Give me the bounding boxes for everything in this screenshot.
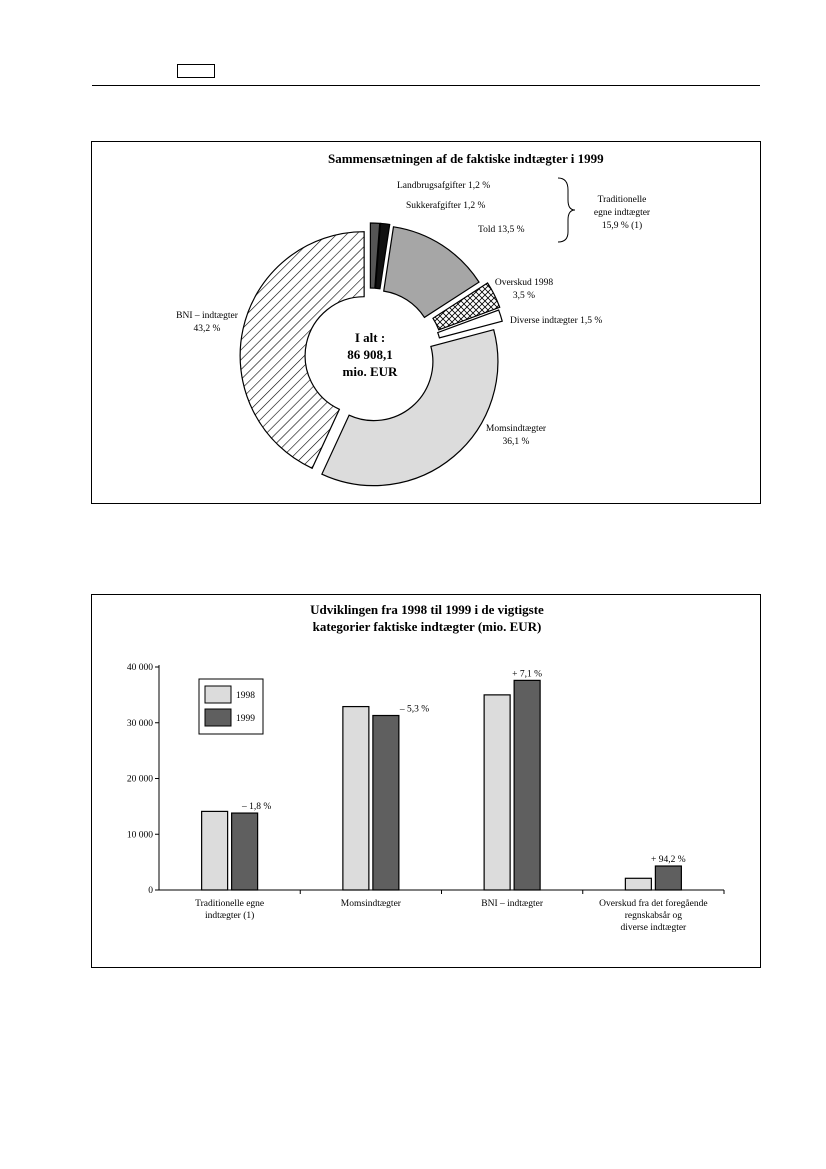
category-label-4-line-3: diverse indtægter: [620, 923, 687, 933]
legend: [199, 679, 263, 734]
bar-1999-4: [655, 866, 681, 890]
donut-chart-frame: [91, 141, 761, 504]
legend-swatch-1999: [205, 709, 231, 726]
group-annotation-line-3: 15,9 % (1): [601, 221, 643, 231]
category-label-1-line-2: indtægter (1): [204, 911, 255, 921]
donut-center-label-line-1: I alt :: [354, 330, 386, 345]
donut-label-bni-indt-gter-43-2-line-2: 43,2 %: [193, 324, 221, 334]
category-label-4-line-2: regnskabsår og: [624, 911, 682, 921]
category-label-2-line-1: Momsindtægter: [340, 899, 401, 909]
category-label-3-line-1: BNI – indtægter: [481, 899, 543, 909]
bar-chart: [92, 595, 762, 969]
y-tick-label-2: 10 000: [126, 830, 153, 841]
donut-label-overskud-1998-3-5-line-1: Overskud 1998: [494, 278, 554, 288]
bar-1998-3: [484, 695, 510, 890]
bar-1999-3: [514, 680, 540, 890]
bar-1998-2: [343, 707, 369, 890]
change-label-3: + 7,1 %: [512, 669, 543, 680]
donut-center-label-line-2: 86 908,1: [347, 347, 393, 362]
donut-label-diverse-indt-gter-1-5-line-1: Diverse indtægter 1,5 %: [510, 316, 603, 326]
bar-title-line-1: Udviklingen fra 1998 til 1999 i de vigtigste: [310, 602, 544, 617]
bar-1999-1: [232, 813, 258, 890]
donut-title: Sammensætningen af de faktiske indtægter i 1999: [328, 151, 604, 166]
donut-chart: [92, 142, 762, 505]
y-tick-label-5: 40 000: [126, 663, 153, 673]
group-brace: [558, 178, 575, 242]
category-label-1-line-1: Traditionelle egne: [195, 899, 265, 909]
y-tick-label-1: 0: [148, 886, 153, 896]
donut-label-momsindt-gter-36-1-line-2: 36,1 %: [502, 437, 530, 447]
group-annotation-line-1: Traditionelle: [597, 195, 647, 205]
donut-label-momsindt-gter-36-1-line-1: Momsindtægter: [485, 424, 547, 434]
bar-1999-2: [373, 716, 399, 890]
y-tick-label-3: 20 000: [126, 774, 153, 785]
bar-chart-frame: [91, 594, 761, 968]
category-label-4-line-1: Overskud fra det foregående: [599, 899, 708, 909]
legend-swatch-1998: [205, 686, 231, 703]
donut-label-bni-indt-gter-43-2-line-1: BNI – indtægter: [176, 311, 238, 321]
y-tick-label-4: 30 000: [126, 718, 153, 729]
group-annotation-line-2: egne indtægter: [593, 208, 651, 218]
donut-label-landbrugsafgifter-1-2-line-1: Landbrugsafgifter 1,2 %: [397, 181, 491, 191]
bar-title-line-2: kategorier faktiske indtægter (mio. EUR): [312, 619, 542, 634]
donut-center-label-line-3: mio. EUR: [342, 364, 398, 379]
change-label-4: + 94,2 %: [651, 855, 686, 866]
donut-label-overskud-1998-3-5-line-2: 3,5 %: [512, 291, 536, 301]
donut-label-sukkerafgifter-1-2-line-1: Sukkerafgifter 1,2 %: [406, 201, 486, 211]
change-label-1: – 1,8 %: [241, 802, 272, 813]
donut-label-told-13-5-line-1: Told 13,5 %: [478, 225, 525, 235]
change-label-2: – 5,3 %: [399, 704, 430, 715]
legend-label-1999: 1999: [236, 714, 255, 724]
legend-label-1998: 1998: [236, 691, 255, 701]
bar-1998-1: [202, 811, 228, 890]
bar-1998-4: [625, 878, 651, 890]
header-rule: [92, 85, 760, 86]
page-number-box: [177, 64, 215, 78]
